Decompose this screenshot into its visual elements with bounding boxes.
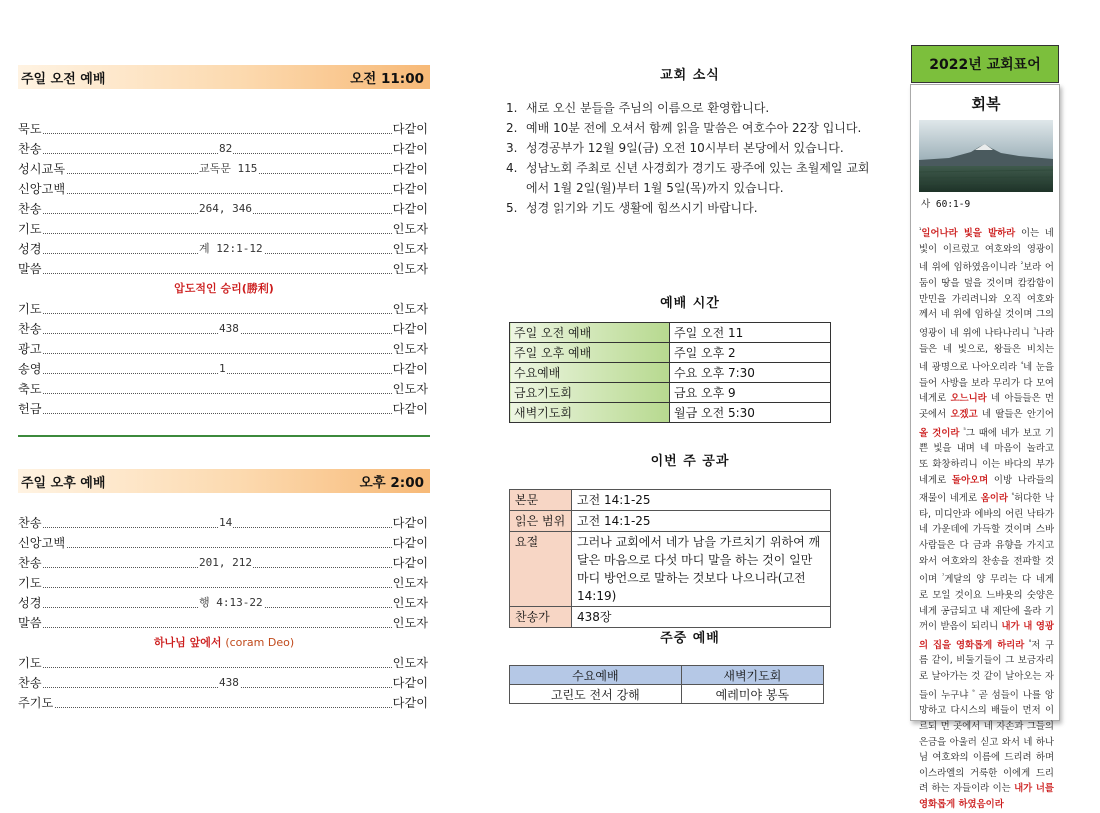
order-item-name: 헌금	[18, 399, 43, 419]
order-item-name: 말씀	[18, 259, 43, 279]
order-item-leader: 다같이	[392, 179, 428, 199]
order-item-name: 기도	[18, 299, 43, 319]
motto-year-label: 2022년 교회표어	[911, 45, 1059, 83]
motto-verse-text	[919, 223, 1054, 813]
verse-segment: 네 딸들은 안기어	[977, 409, 1054, 421]
lesson-row-label: 읽은 범위	[510, 511, 572, 532]
section-divider	[18, 435, 430, 437]
afternoon-service-title: 주일 오후 예배	[21, 475, 106, 491]
order-item-name: 성경	[18, 593, 43, 613]
verse-segment: 게달의 양 무리는 다 네게로 모일 것이요 느바욧의 숫양은 네게 공급되고 내 제단에 올라 기꺼이 받음이 되리니	[919, 574, 1055, 633]
worship-time-row-value: 수요 오후 7:30	[670, 363, 831, 383]
news-item	[506, 138, 876, 158]
worship-time-row-label: 새벽기도회	[510, 403, 670, 423]
leader-dots	[18, 547, 392, 548]
midweek-header-wed: 수요예배	[510, 666, 682, 685]
motto-scripture-ref: 사 60:1-9	[921, 199, 971, 210]
order-item-leader: 다같이	[392, 359, 428, 379]
verse-number: ⁷	[941, 573, 945, 581]
morning-order-part2	[18, 299, 430, 419]
news-item-text: 예배 10분 전에 오셔서 함께 읽을 말씀은 여호수아 22장 입니다.	[526, 121, 862, 135]
leader-dots	[18, 587, 392, 588]
worship-time-row	[510, 403, 831, 423]
morning-service-title: 주일 오전 예배	[21, 71, 106, 87]
order-row	[18, 219, 430, 239]
news-item-text: 성남노회 주최로 신년 사경회가 경기도 광주에 있는 초월제일 교회에서 1월 2일(월)부터 1월 5일(목)까지 있습니다.	[526, 161, 870, 195]
verse-highlight: 오느니라	[950, 393, 987, 405]
order-item-name: 성경	[18, 239, 43, 259]
afternoon-service-header	[18, 469, 430, 493]
leader-dots	[18, 393, 392, 394]
order-item-leader: 다같이	[392, 553, 428, 573]
order-item-name: 축도	[18, 379, 43, 399]
order-item-leader: 다같이	[392, 533, 428, 553]
leader-dots	[18, 193, 392, 194]
midweek-header-row	[510, 666, 824, 685]
motto-panel	[910, 84, 1060, 810]
order-row	[18, 573, 430, 593]
order-item-detail: 201, 212	[198, 553, 253, 573]
order-item-detail: 14	[218, 513, 233, 533]
verse-segment: 곧 섬들이 나를 앙망하고 다시스의 배들이 먼저 이르되 먼 곳에서 네 자손과 그들의 은금을 아울러 싣고 와서 네 하나님 여호와의 이름에 드리려 하며 이스라엘의 거룩한 이에게 드리려 하는 자들이라 이는	[919, 689, 1054, 795]
morning-service-header	[18, 65, 430, 89]
order-item-detail: 교독문 115	[198, 159, 258, 179]
order-item-name: 기도	[18, 573, 43, 593]
order-item-name: 신앙고백	[18, 179, 66, 199]
leader-dots	[18, 413, 392, 414]
lesson-row	[510, 607, 831, 628]
verse-number: ¹	[919, 227, 922, 234]
leader-dots	[18, 707, 392, 708]
order-item-leader: 인도자	[392, 613, 428, 633]
order-item-leader: 다같이	[392, 199, 428, 219]
order-item-detail: 행 4:13-22	[198, 593, 264, 613]
order-item-leader: 다같이	[392, 399, 428, 419]
verse-number: ⁶	[1011, 492, 1015, 500]
order-item-name: 신앙고백	[18, 533, 66, 553]
lesson-row	[510, 490, 831, 511]
order-row	[18, 359, 430, 379]
verse-number: ⁴	[1020, 361, 1024, 369]
news-item-number: 4.	[506, 161, 518, 175]
verse-highlight: 옴이라	[980, 493, 1008, 505]
order-item-detail: 438	[218, 319, 240, 339]
leader-dots	[18, 373, 392, 374]
order-item-name: 묵도	[18, 119, 43, 139]
lesson-table	[509, 489, 831, 628]
lesson-row-value: 438장	[572, 607, 831, 628]
order-item-leader: 다같이	[392, 693, 428, 713]
order-row	[18, 179, 430, 199]
order-item-name: 찬송	[18, 553, 43, 573]
order-item-name: 찬송	[18, 139, 43, 159]
afternoon-order-list	[18, 513, 430, 713]
order-row	[18, 339, 430, 359]
news-item-number: 2.	[506, 121, 518, 135]
worship-time-row-label: 수요예배	[510, 363, 670, 383]
order-row	[18, 533, 430, 553]
order-item-leader: 인도자	[392, 653, 428, 673]
verse-segment: 네 아들들은 먼 곳에서	[919, 393, 1054, 421]
order-item-name: 말씀	[18, 613, 43, 633]
verse-highlight: 내가 너를 영화롭게 하였음이라	[919, 783, 1054, 810]
order-item-leader: 다같이	[392, 139, 428, 159]
verse-number: ⁵	[963, 426, 966, 434]
news-item-number: 5.	[506, 201, 518, 215]
order-row	[18, 199, 430, 219]
order-item-leader: 인도자	[392, 593, 428, 613]
verse-segment: 저 구름 같이, 비둘기들이 그 보금자리로 날아가는 것 같이 날아오는 자들이 누구냐	[919, 639, 1055, 701]
order-item-name: 송영	[18, 359, 43, 379]
order-item-name: 광고	[18, 339, 43, 359]
verse-number: ²	[1020, 261, 1024, 269]
verse-number: ⁹	[972, 688, 975, 696]
order-item-name: 기도	[18, 219, 43, 239]
order-item-leader: 인도자	[392, 573, 428, 593]
verse-highlight: 일어나라 빛을 발하라	[921, 228, 1016, 240]
verse-segment: 보라 어둠이 땅을 덮을 것이며 캄캄함이 만민을 가리려니와 오직 여호와께서 네 위에 임하실 것이며 그의 영광이 네 위에 나타나리니	[919, 262, 1054, 339]
morning-service-time: 오전 11:00	[350, 71, 424, 87]
news-item	[506, 118, 876, 138]
morning-sermon-title: 압도적인 승리(勝利)	[174, 282, 274, 295]
morning-order-list	[18, 119, 430, 419]
lesson-row-value: 그러나 교회에서 네가 남을 가르치기 위하여 깨달은 마음으로 다섯 마디 말을 하는 것이 일만 마디 방언으로 말하는 것보다 나으니라(고전 14:19)	[572, 532, 831, 607]
worship-time-row	[510, 343, 831, 363]
leader-dots	[18, 333, 392, 334]
leader-dots	[18, 667, 392, 668]
morning-order-part1	[18, 119, 430, 279]
order-item-detail: 1	[218, 359, 227, 379]
motto-word: 회복	[971, 95, 1001, 113]
order-item-leader: 다같이	[392, 159, 428, 179]
lesson-row-value: 고전 14:1-25	[572, 490, 831, 511]
verse-segment: 그 때에 네가 보고 기쁜 빛을 내며 네 마음이 놀라고 또 화창하리니 이는 바다의 부가 네게로	[919, 427, 1054, 486]
verse-segment: 이방 나라들의 재물이 네게로	[919, 474, 1054, 505]
worship-time-row-label: 주일 오후 예배	[510, 343, 670, 363]
order-item-leader: 인도자	[392, 239, 428, 259]
news-item	[506, 158, 876, 198]
verse-highlight: 돌아오며	[951, 474, 989, 486]
verse-highlight: 오겠고	[950, 409, 978, 421]
worship-time-row-label: 주일 오전 예배	[510, 323, 670, 343]
worship-time-row-label: 금요기도회	[510, 383, 670, 403]
lesson-row-value: 고전 14:1-25	[572, 511, 831, 532]
order-item-leader: 다같이	[392, 513, 428, 533]
order-item-leader: 인도자	[392, 339, 428, 359]
verse-number: ³	[1033, 326, 1036, 334]
lesson-row-label: 본문	[510, 490, 572, 511]
worship-time-row	[510, 323, 831, 343]
order-item-name: 기도	[18, 653, 43, 673]
lesson-row-label: 찬송가	[510, 607, 572, 628]
order-row	[18, 319, 430, 339]
lesson-row	[510, 511, 831, 532]
news-item-text: 성경공부가 12월 9일(금) 오전 10시부터 본당에서 있습니다.	[526, 141, 844, 155]
order-row	[18, 119, 430, 139]
midweek-table	[509, 665, 824, 704]
news-item-number: 1.	[506, 101, 518, 115]
verse-segment: 이는 네 빛이 이르렀고 여호와의 영광이 네 위에 임하였음이니라	[919, 228, 1054, 274]
order-item-leader: 다같이	[392, 673, 428, 693]
lesson-title: 이번 주 공과	[650, 454, 730, 469]
order-row	[18, 653, 430, 673]
leader-dots	[18, 133, 392, 134]
order-item-detail: 264, 346	[198, 199, 253, 219]
order-row	[18, 693, 430, 713]
order-item-leader: 인도자	[392, 379, 428, 399]
order-item-leader: 인도자	[392, 259, 428, 279]
order-row	[18, 139, 430, 159]
order-row	[18, 159, 430, 179]
mountain-landscape-image	[919, 120, 1053, 192]
midweek-header-dawn: 새벽기도회	[681, 666, 823, 685]
afternoon-sermon-en: (coram Deo)	[225, 636, 295, 649]
news-item-number: 3.	[506, 141, 518, 155]
verse-segment: 허다한 낙타, 미디안과 에바의 어린 낙타가 네 가운데에 가득할 것이며 스바 사람들은 다 금과 유향을 가지고 와서 여호와의 찬송을 전파할 것이며	[919, 493, 1054, 586]
afternoon-order-part2	[18, 653, 430, 713]
leader-dots	[18, 273, 392, 274]
worship-time-row-value: 금요 오후 9	[670, 383, 831, 403]
leader-dots	[18, 233, 392, 234]
verse-segment: 네 눈을 들어 사방을 보라 무리가 다 모여 네게로	[919, 362, 1054, 405]
news-item	[506, 198, 876, 218]
midweek-title: 주중 예배	[660, 631, 720, 646]
order-row	[18, 673, 430, 693]
order-item-leader: 다같이	[392, 119, 428, 139]
order-row	[18, 513, 430, 533]
lesson-row-label: 요절	[510, 532, 572, 607]
lesson-row	[510, 532, 831, 607]
order-item-leader: 인도자	[392, 219, 428, 239]
order-item-leader: 다같이	[392, 319, 428, 339]
leader-dots	[18, 153, 392, 154]
leader-dots	[18, 353, 392, 354]
order-item-name: 찬송	[18, 199, 43, 219]
verse-highlight: 올 것이라	[919, 427, 960, 439]
worship-times-table	[509, 322, 831, 423]
afternoon-sermon-title	[18, 633, 430, 653]
afternoon-sermon-ko: 하나님 앞에서	[153, 636, 222, 649]
order-row	[18, 239, 430, 259]
leader-dots	[18, 687, 392, 688]
afternoon-order-part1	[18, 513, 430, 633]
verse-segment: 나라들은 네 빛으로, 왕들은 비치는 네 광명으로 나아오리라	[919, 327, 1054, 374]
order-item-name: 찬송	[18, 673, 43, 693]
worship-time-row-value: 주일 오후 2	[670, 343, 831, 363]
leader-dots	[18, 627, 392, 628]
order-item-leader: 인도자	[392, 299, 428, 319]
order-item-detail: 82	[218, 139, 233, 159]
news-item	[506, 98, 876, 118]
order-item-name: 찬송	[18, 513, 43, 533]
order-item-detail: 438	[218, 673, 240, 693]
afternoon-service-time: 오후 2:00	[359, 475, 424, 491]
worship-times-title: 예배 시간	[660, 296, 720, 311]
order-item-detail: 계 12:1-12	[198, 239, 264, 259]
order-item-name: 성시교독	[18, 159, 66, 179]
midweek-value-wed: 고린도 전서 강해	[510, 685, 682, 704]
worship-time-row	[510, 363, 831, 383]
leader-dots	[18, 313, 392, 314]
news-item-text: 성경 읽기와 기도 생활에 힘쓰시기 바랍니다.	[526, 201, 758, 215]
order-item-name: 찬송	[18, 319, 43, 339]
verse-number: ⁸	[1028, 638, 1032, 646]
order-item-name: 주기도	[18, 693, 54, 713]
worship-time-row-value: 주일 오전 11	[670, 323, 831, 343]
order-row	[18, 613, 430, 633]
verse-highlight: 내가 내 영광의 집을 영화롭게 하리라	[919, 621, 1054, 651]
order-row	[18, 379, 430, 399]
midweek-value-dawn: 예레미야 봉독	[681, 685, 823, 704]
order-row	[18, 553, 430, 573]
order-row	[18, 259, 430, 279]
worship-time-row-value: 월금 오전 5:30	[670, 403, 831, 423]
midweek-value-row	[510, 685, 824, 704]
order-row	[18, 399, 430, 419]
order-row	[18, 593, 430, 613]
order-row	[18, 299, 430, 319]
news-item-text: 새로 오신 분들을 주님의 이름으로 환영합니다.	[526, 101, 770, 115]
leader-dots	[18, 527, 392, 528]
news-list	[506, 98, 876, 218]
worship-time-row	[510, 383, 831, 403]
news-title: 교회 소식	[660, 68, 720, 83]
